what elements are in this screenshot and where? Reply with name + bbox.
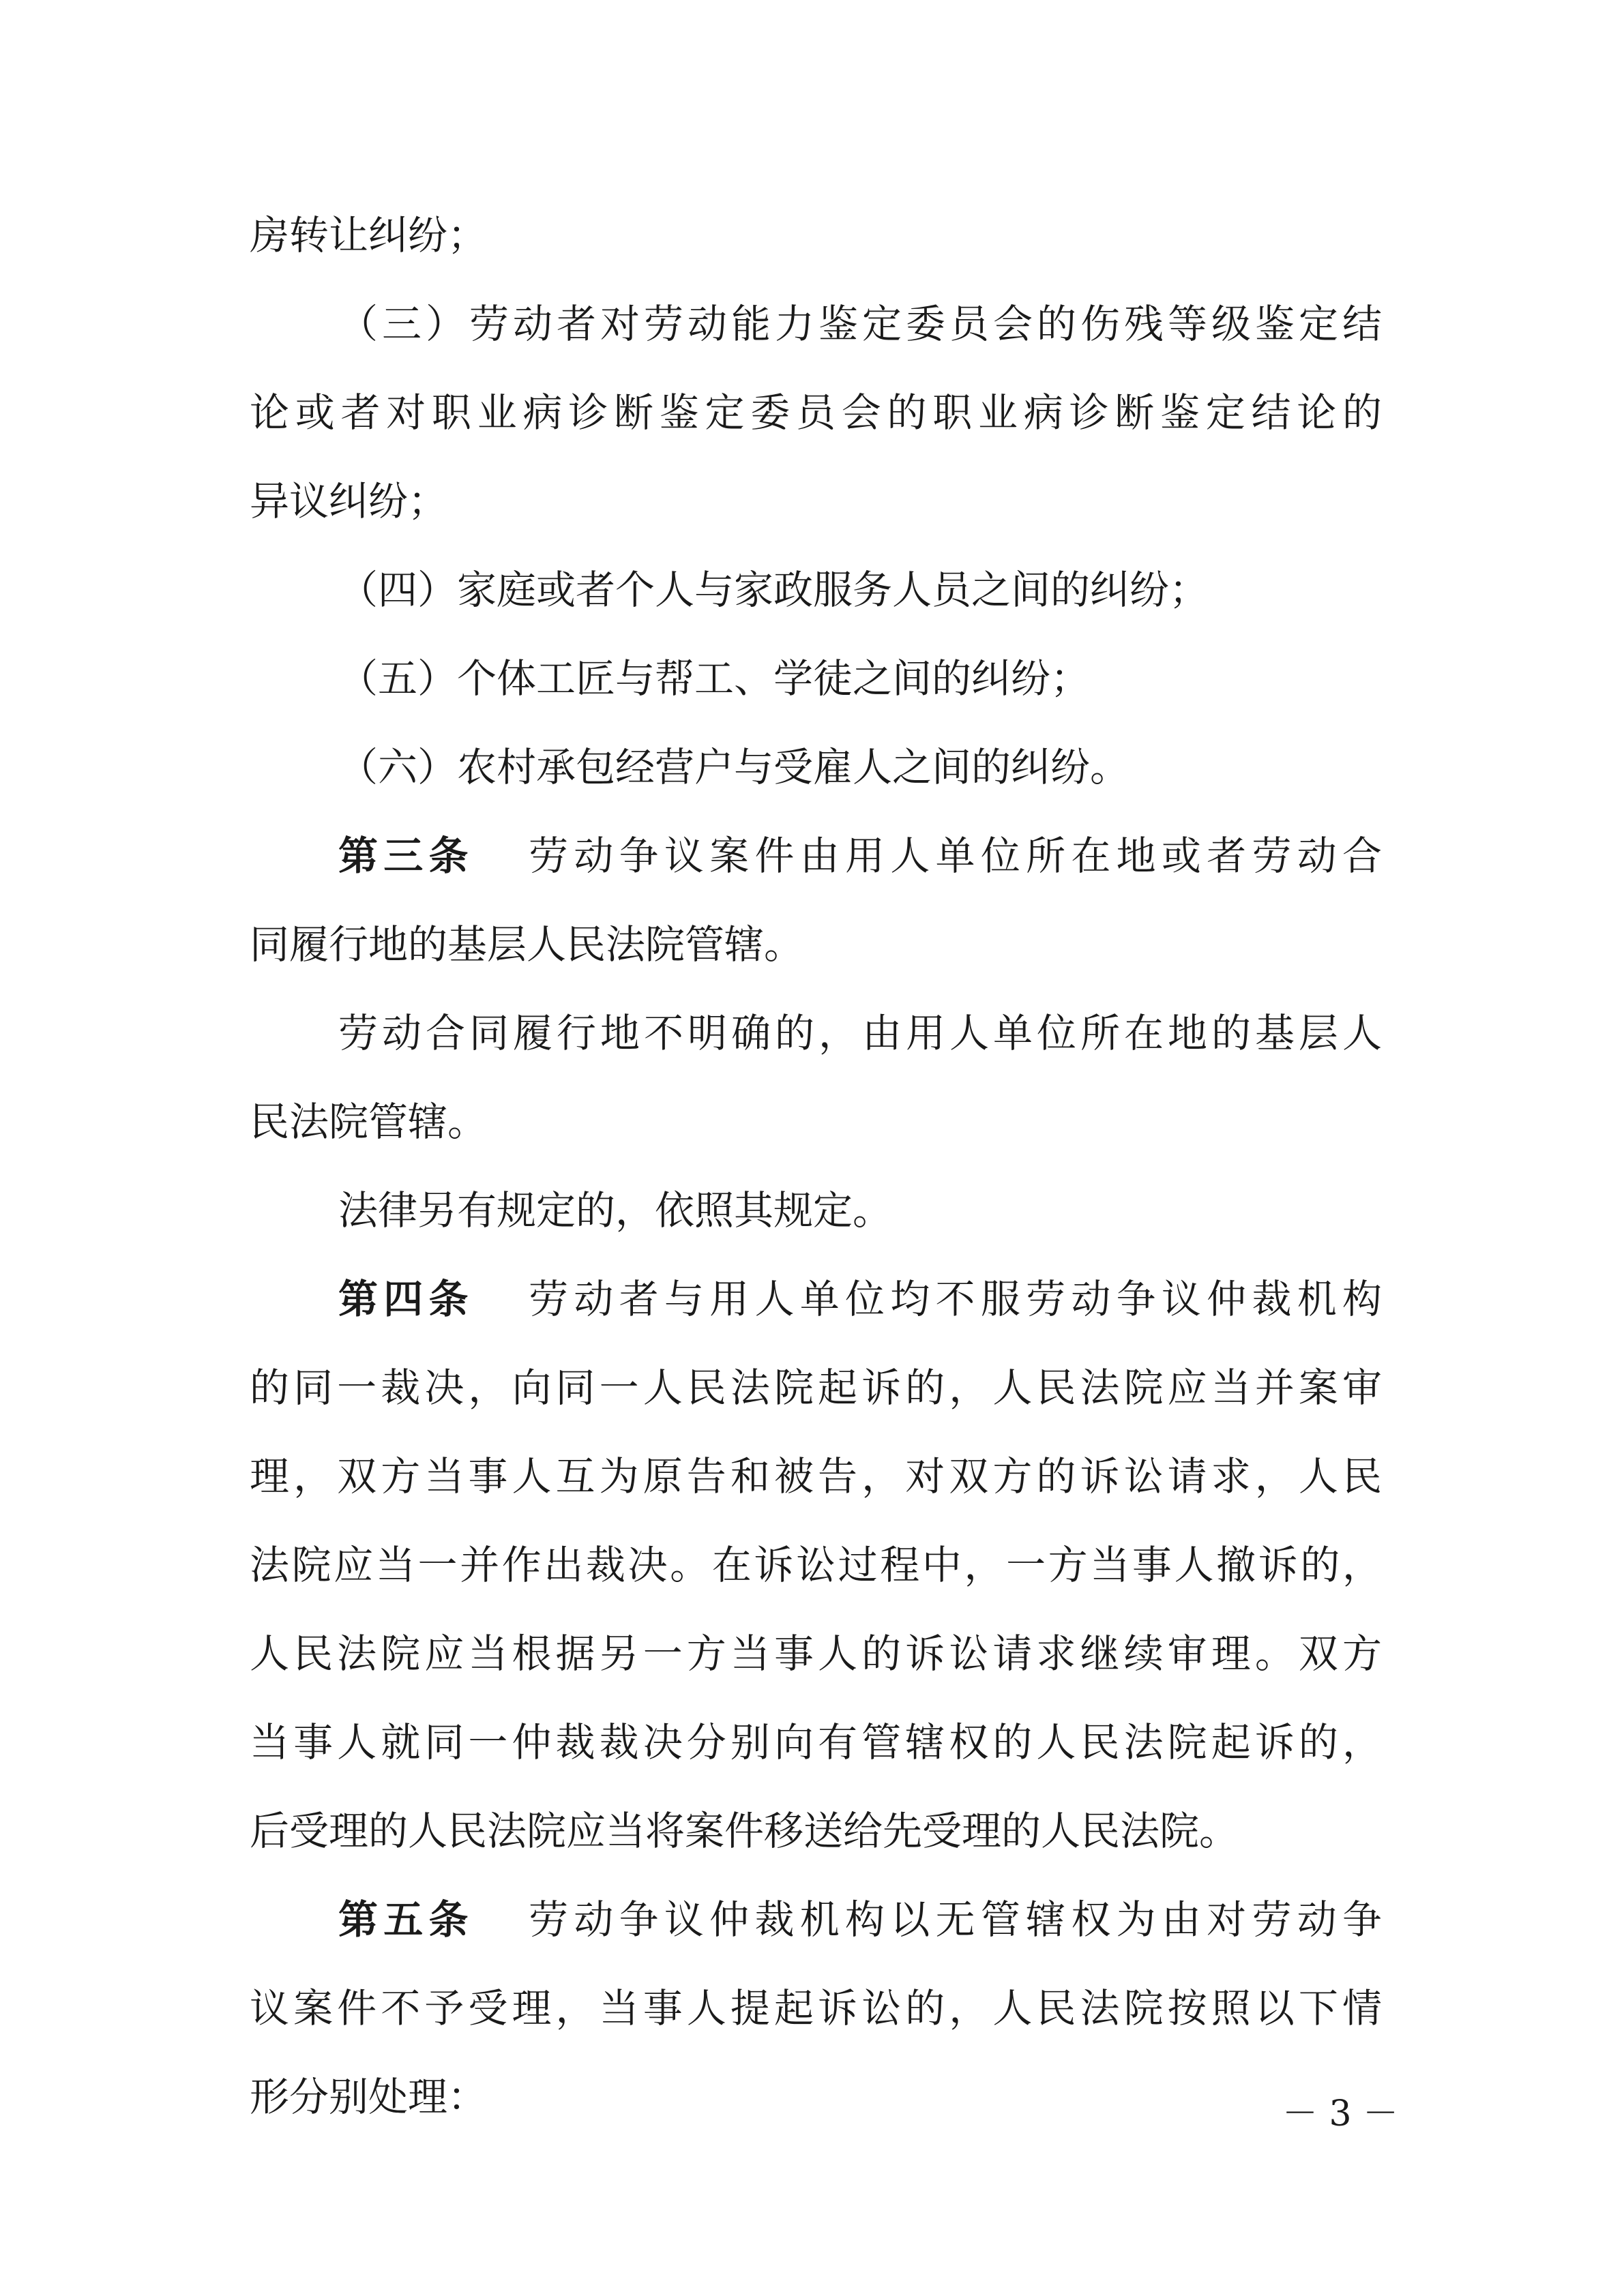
text-line: 的同一裁决，向同一人民法院起诉的，人民法院应当并案审 (250, 1365, 1382, 1411)
text-line: 异议纠纷； (250, 478, 448, 524)
text-line: 形分别处理： (250, 2074, 488, 2120)
text-line: 同履行地的基层人民法院管辖。 (250, 921, 804, 968)
text-line: 议案件不予受理，当事人提起诉讼的，人民法院按照以下情 (250, 1985, 1382, 2031)
article-heading: 第五条 (338, 1896, 474, 1943)
text-line: （六）农村承包经营户与受雇人之间的纠纷。 (338, 744, 1130, 790)
text-line: （四）家庭或者个人与家政服务人员之间的纠纷； (338, 567, 1209, 613)
text-line: 人民法院应当根据另一方当事人的诉讼请求继续审理。双方 (250, 1630, 1382, 1677)
text-line: 当事人就同一仲裁裁决分别向有管辖权的人民法院起诉的， (250, 1719, 1382, 1765)
page-number: － 3 － (1282, 2093, 1399, 2134)
text-line: 后受理的人民法院应当将案件移送给先受理的人民法院。 (250, 1808, 1239, 1854)
text-line: （五）个体工匠与帮工、学徒之间的纠纷； (338, 655, 1091, 702)
text-line: 民法院管辖。 (250, 1099, 488, 1145)
article-heading: 第四条 (338, 1276, 474, 1322)
article-line: 第五条 劳动争议仲裁机构以无管辖权为由对劳动争 (338, 1896, 1382, 1943)
document-page (250, 191, 1382, 2134)
text-line: 论或者对职业病诊断鉴定委员会的职业病诊断鉴定结论的 (250, 389, 1382, 436)
text-line: 法院应当一并作出裁决。在诉讼过程中，一方当事人撤诉的， (250, 1542, 1382, 1588)
text-line: （三）劳动者对劳动能力鉴定委员会的伤残等级鉴定结 (338, 301, 1382, 347)
text-line: 理，双方当事人互为原告和被告，对双方的诉讼请求，人民 (250, 1453, 1382, 1500)
text-line: 劳动合同履行地不明确的，由用人单位所在地的基层人 (338, 1010, 1382, 1056)
text-line: 房转让纠纷； (250, 212, 488, 258)
article-line: 第三条 劳动争议案件由用人单位所在地或者劳动合 (338, 833, 1382, 879)
article-line: 第四条 劳动者与用人单位均不服劳动争议仲裁机构 (338, 1276, 1382, 1322)
article-heading: 第三条 (338, 833, 474, 879)
text-line: 法律另有规定的，依照其规定。 (338, 1187, 893, 1234)
